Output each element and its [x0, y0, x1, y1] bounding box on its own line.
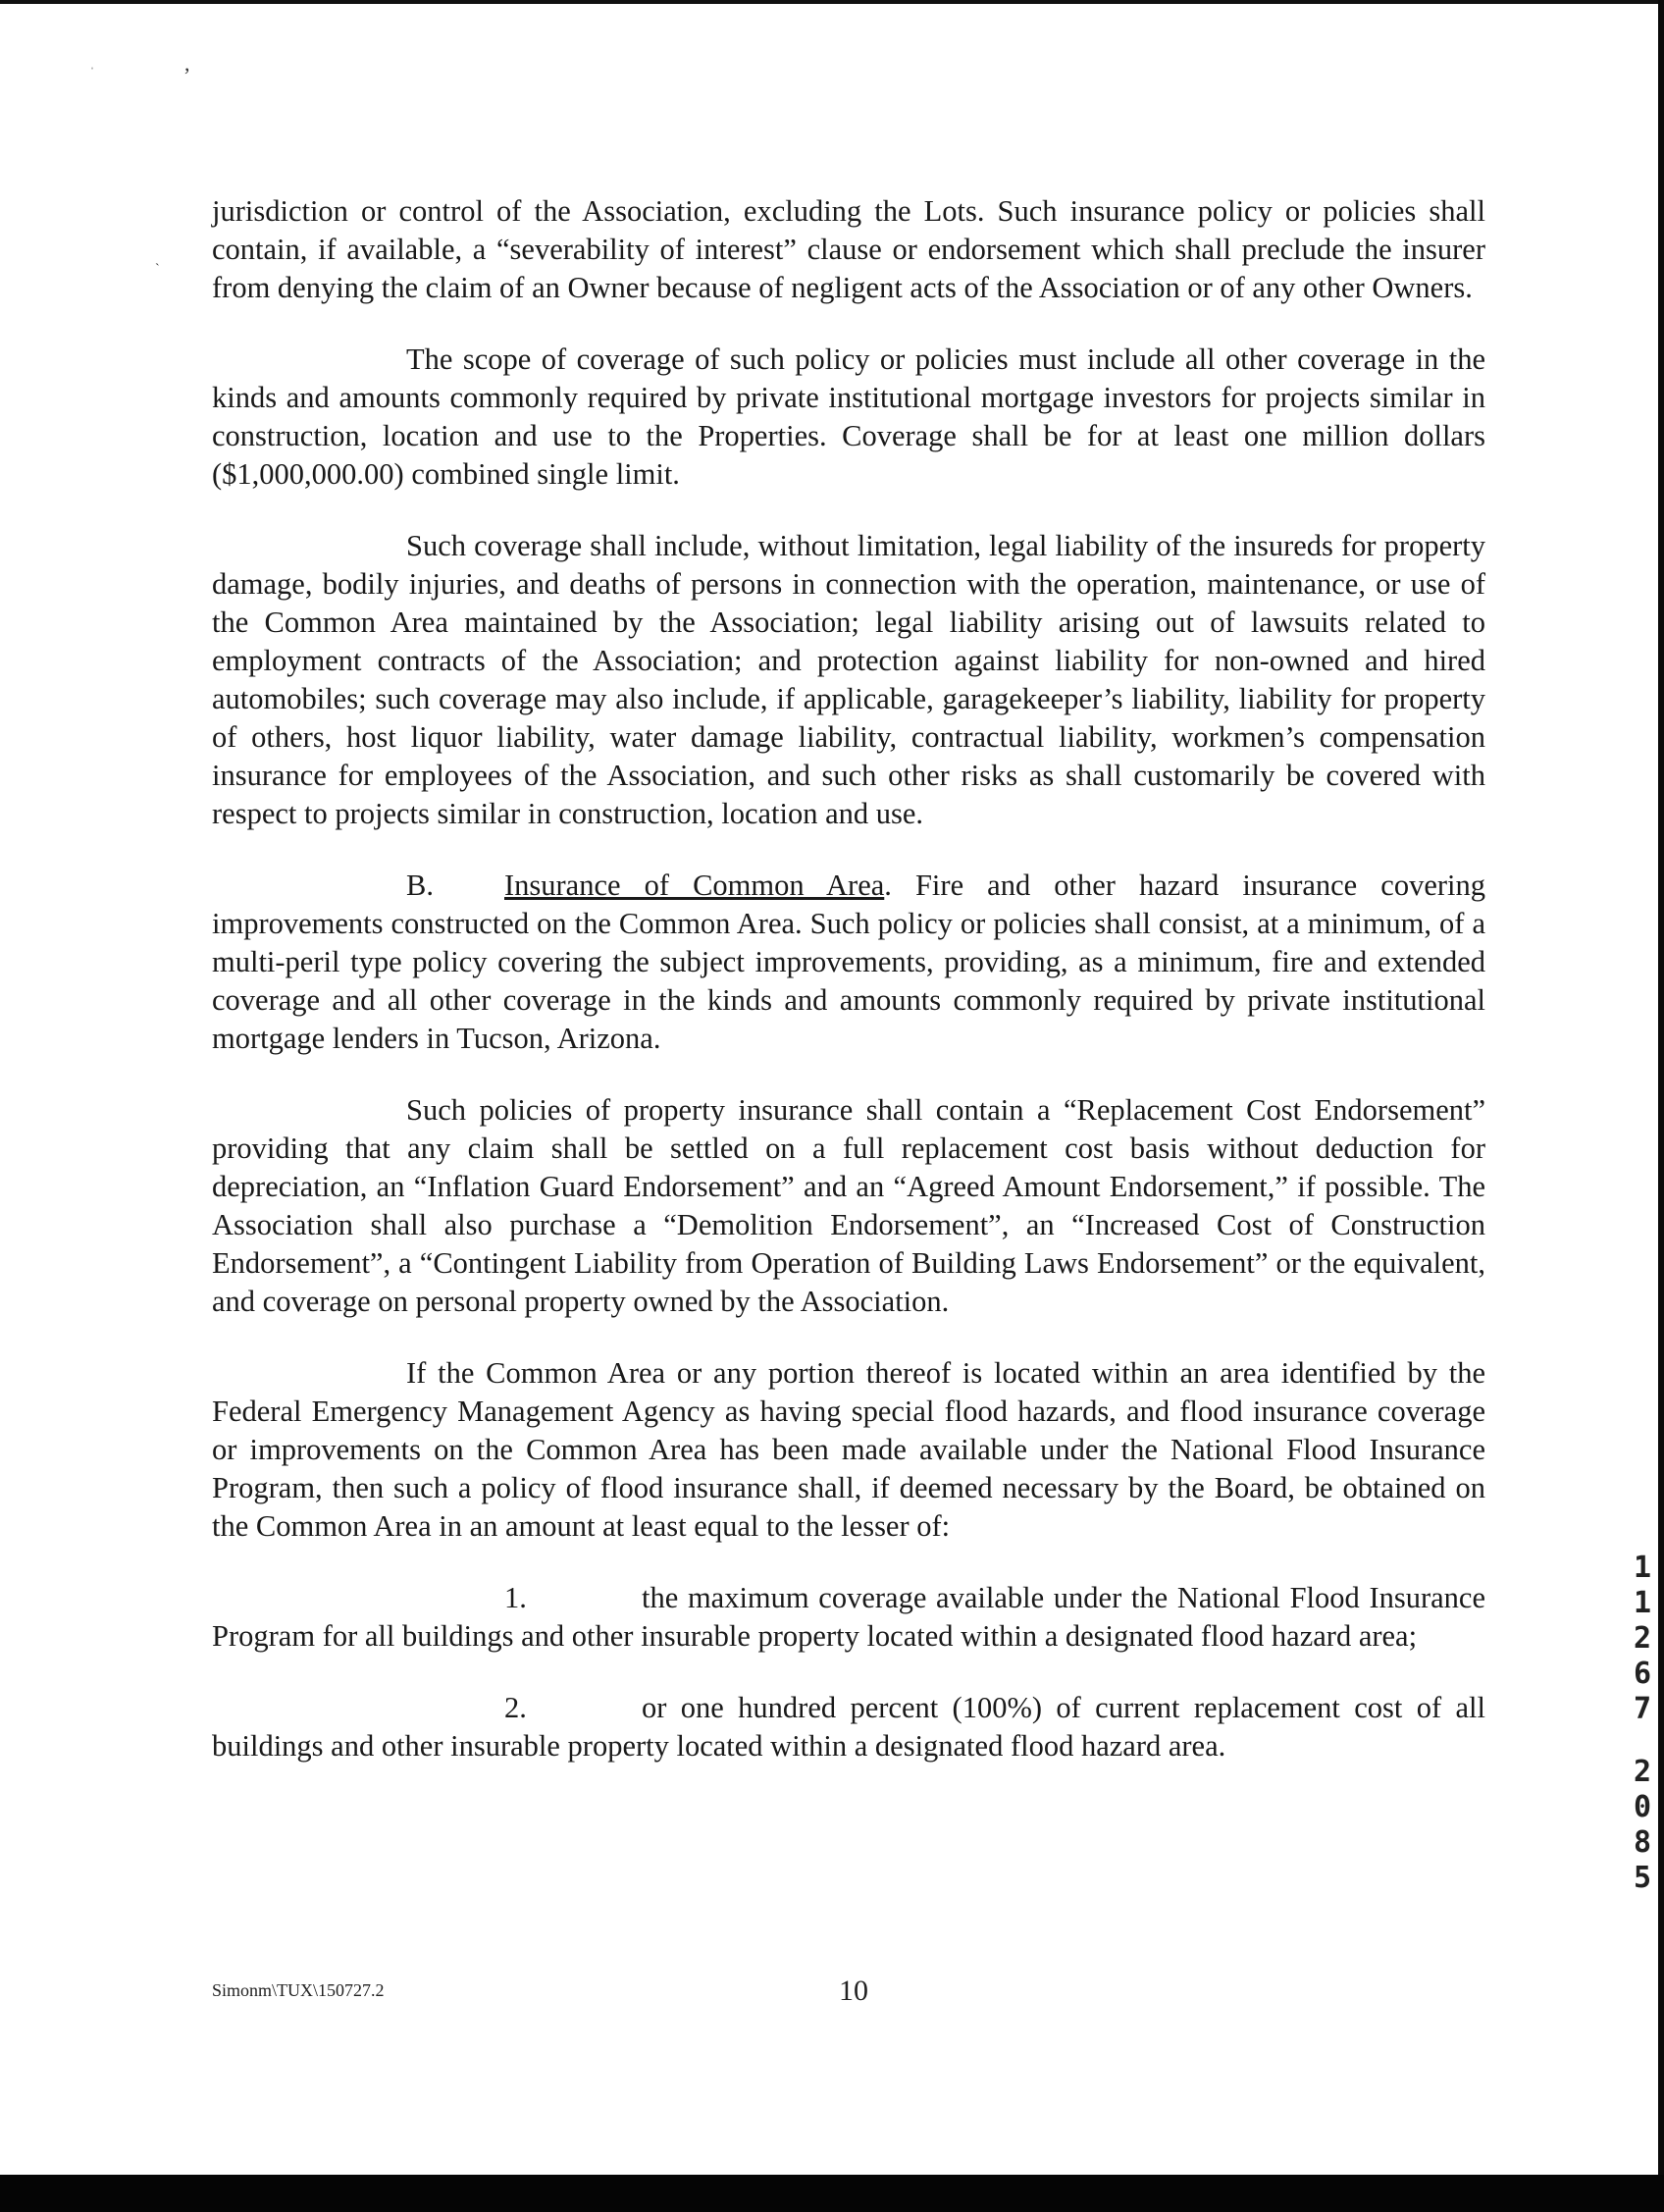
stamp-digit: 1 — [1633, 1586, 1652, 1620]
scan-top-border — [0, 0, 1664, 4]
scan-speck: ` — [155, 262, 160, 277]
stamp-digit: 2 — [1633, 1755, 1652, 1789]
stamp-digit: 5 — [1633, 1861, 1652, 1895]
paragraph-flood-hazard: If the Common Area or any portion thereof is located within an area identified by the Federal Emergency Management Agency as having special flood hazards, and flood insurance coverage or improvements on the Common Area has been made available under the National Flood Insurance Program, then such a policy of flood insurance shall, if deemed necessary by the Board, be obtained on the Common Area in an amount at least equal to the lesser of: — [212, 1356, 1485, 1543]
stamp-digit: 7 — [1633, 1692, 1652, 1726]
section-b-text: . Fire and other hazard insurance covering improvements constructed on the Common Area. Such policy or policies shall consist, at a minimum, of a multi-peril type policy covering the subject improvements, providing, as a minimum, fire and extended coverage and all other coverage in the kinds and amounts commonly required by private institutional mortgage lenders in Tucson, Arizona. — [212, 869, 1485, 1055]
list-item-text: or one hundred percent (100%) of current replacement cost of all buildings and other insurable property located within a designated flood hazard area. — [212, 1691, 1485, 1763]
stamp-digit: 6 — [1633, 1657, 1652, 1691]
list-item-text: the maximum coverage available under the National Flood Insurance Program for all buildings and other insurable property located within a designated flood hazard area; — [212, 1581, 1485, 1653]
document-body — [212, 192, 1485, 1765]
paragraph-scope-of-coverage: The scope of coverage of such policy or policies must include all other coverage in the kinds and amounts commonly required by private institutional mortgage investors for projects similar in construction, location and use to the Properties. Coverage shall be for at least one million dollars ($1,000,000.00) combined single limit. — [212, 342, 1485, 491]
paragraph-jurisdiction: jurisdiction or control of the Association, excluding the Lots. Such insurance policy or policies shall contain, if available, a “severability of interest” clause or endorsement which shall preclude the insurer from denying the claim of an Owner because of negligent acts of the Association or of any other Owners. — [212, 194, 1485, 304]
stamp-digit: 8 — [1633, 1825, 1652, 1860]
side-recording-stamp — [1623, 1551, 1662, 1896]
stamp-digit: 1 — [1633, 1551, 1652, 1585]
scan-speck: ˌ — [90, 56, 94, 70]
list-item — [212, 1579, 1485, 1656]
footer-file-reference: Simonm\TUX\150727.2 — [212, 1980, 385, 2000]
list-item — [212, 1689, 1485, 1765]
stamp-digit: 2 — [1633, 1621, 1652, 1656]
scan-speck: , — [184, 51, 190, 76]
page-number: 10 — [839, 1975, 868, 2007]
paragraph-coverage-liability: Such coverage shall include, without limitation, legal liability of the insureds for property damage, bodily injuries, and deaths of persons in connection with the operation, maintenance, or use of the Common Area maintained by the Association; legal liability arising out of lawsuits related to employment contracts of the Association; and protection against liability for non-owned and hired automobiles; such coverage may also include, if applicable, garagekeeper’s liability, liability for property of others, host liquor liability, water damage liability, contractual liability, workmen’s compensation insurance for employees of the Association, and such other risks as shall customarily be covered with respect to projects similar in construction, location and use. — [212, 529, 1485, 830]
paragraph-replacement-cost: Such policies of property insurance shall contain a “Replacement Cost Endorsement” providing that any claim shall be settled on a full replacement cost basis without deduction for depreciation, an “Inflation Guard Endorsement” and an “Agreed Amount Endorsement,” if possible. The Association shall also purchase a “Demolition Endorsement”, an “Increased Cost of Construction Endorsement”, a “Contingent Liability from Operation of Building Laws Endorsement” or the equivalent, and coverage on personal property owned by the Association. — [212, 1093, 1485, 1318]
list-item-number: 2. — [504, 1691, 527, 1724]
section-b-insurance-common-area — [212, 867, 1485, 1058]
list-item-number: 1. — [504, 1581, 527, 1614]
scan-bottom-border — [0, 2175, 1664, 2212]
stamp-digit: 0 — [1633, 1790, 1652, 1824]
section-heading: Insurance of Common Area — [504, 869, 885, 902]
section-letter: B. — [406, 869, 434, 902]
